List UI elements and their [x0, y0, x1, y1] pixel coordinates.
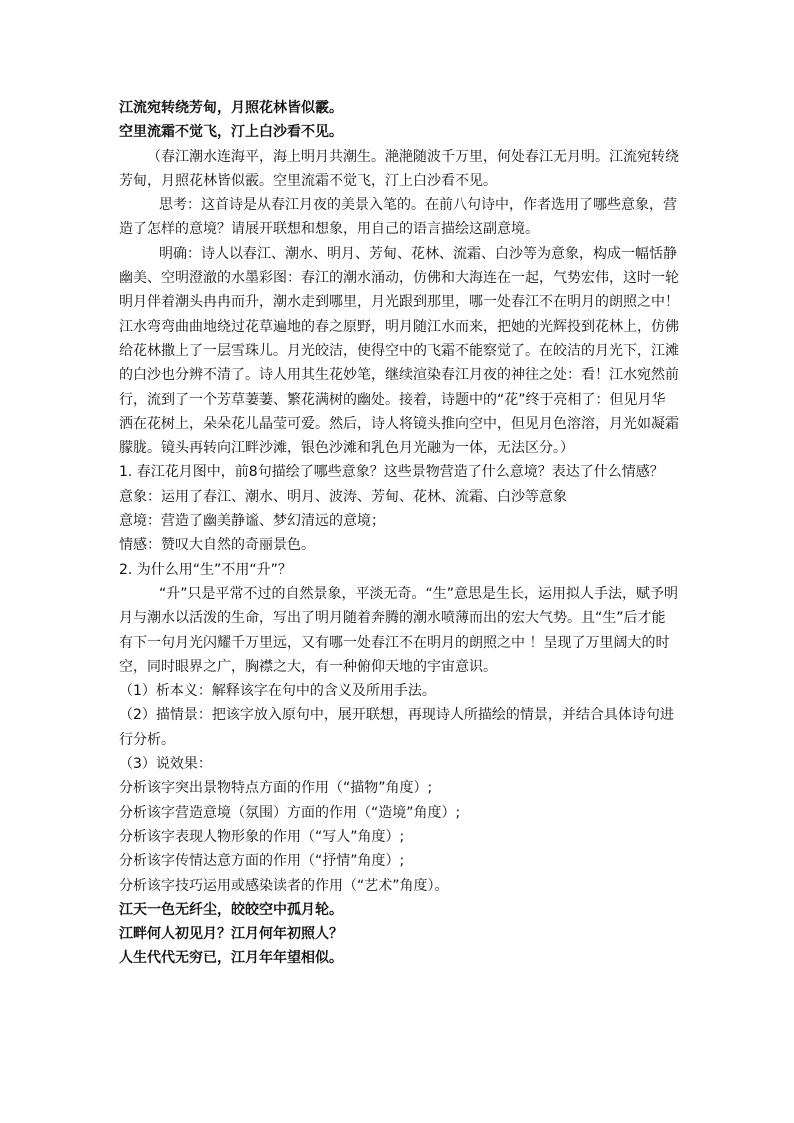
mood-answer: 意境：营造了幽美静谧、梦幻清远的意境； — [119, 513, 385, 530]
imagery-answer: 意象：运用了春江、潮水、明月、波涛、芳甸、花林、流霜、白沙等意象 — [119, 488, 567, 505]
effect-item-3: 分析该字表现人物形象的作用（“写人”角度）; — [119, 828, 405, 845]
poem-line-5: 人生代代无穷已，江月年年望相似。 — [119, 950, 343, 967]
answer-paragraph: 明确：诗人以春江、潮水、明月、芳甸、花林、流霜、白沙等为意象，构成一幅恬静幽美、空明澄澈的水墨彩图：春江的潮水涌动，仿佛和大海连在一起，气势宏伟，这时一轮明月伴着潮头冉冉而升，潮水走到哪里，月光跟到那里，哪一处春江不在明月的朗照之中！江水弯弯曲曲地绕过花草遍地的春之原野，明月随江水而来，把她的光辉投到花林上，仿佛给花林撒上了一层雪珠儿。月光皎洁，使得空中的飞霜不能察觉了。在皎洁的月光下，江滩的白沙也分辨不清了。诗人用其生花妙笔，继续渲染春江月夜的神往之处：看！江水宛然前行，流到了一个芳草萋萋、繁花满树的幽处。接着，诗题中的“花”终于亮相了：但见月华洒在花树上，朵朵花儿晶莹可爱。然后，诗人将镜头推向空中，但见月色溶溶，月光如凝霜朦胧。镜头再转向江畔沙滩，银色沙滩和乳色月光融为一体，无法区分。） — [119, 245, 679, 457]
poem-excerpt-paragraph: （春江潮水连海平，海上明月共潮生。滟滟随波千万里，何处春江无月明。江流宛转绕芳甸，月照花林皆似霰。空里流霜不觉飞，汀上白沙看不见。 — [119, 148, 679, 189]
effect-item-2: 分析该字营造意境（氛围）方面的作用（“造境”角度）; — [119, 804, 461, 821]
thinking-question: 思考：这首诗是从春江月夜的美景入笔的。在前八句诗中，作者选用了哪些意象，营造了怎样的意境？请展开联想和想象，用自己的语言描绘这副意境。 — [119, 197, 677, 238]
emotion-answer: 情感：赞叹大自然的奇丽景色。 — [119, 537, 315, 554]
method-step-3: （3）说效果： — [119, 756, 212, 773]
effect-item-5: 分析该字技巧运用或感染读者的作用（“艺术”角度）。 — [119, 877, 449, 894]
poem-line-1: 江流宛转绕芳甸，月照花林皆似霰。 — [119, 100, 343, 116]
poem-line-4: 江畔何人初见月？江月何年初照人？ — [119, 926, 343, 943]
method-step-1: （1）析本义：解释该字在句中的含义及所用手法。 — [119, 683, 436, 700]
question-2-answer: “升”只是平常不过的自然景象，平淡无奇。“生”意思是生长，运用拟人手法，赋予明月与潮水以活泼的生命，写出了明月随着奔腾的潮水喷薄而出的宏大气势。且“生”后才能有下一句月光闪耀千万里远，又有哪一处春江不在明月的朗照之中 ！呈现了万里阔大的时空，同时眼界之广，胸襟之大，有一种俯仰天地的宇宙意识。 — [119, 585, 679, 675]
poem-line-3: 江天一色无纤尘，皎皎空中孤月轮。 — [119, 901, 343, 918]
question-1: 1. 春江花月图中，前8句描绘了哪些意象？这些景物营造了什么意境？表达了什么情感？ — [119, 464, 664, 481]
question-2: 2. 为什么用“生”不用“升”？ — [119, 561, 292, 578]
document-body — [119, 96, 679, 971]
effect-item-1: 分析该字突出景物特点方面的作用（“描物”角度）; — [119, 780, 433, 797]
poem-line-2: 空里流霜不觉飞，汀上白沙看不见。 — [119, 124, 343, 141]
effect-item-4: 分析该字传情达意方面的作用（“抒情”角度）; — [119, 853, 405, 870]
method-step-2: （2）描情景：把该字放入原句中，展开联想，再现诗人所描绘的情景，并结合具体诗句进行分析。 — [119, 707, 674, 748]
